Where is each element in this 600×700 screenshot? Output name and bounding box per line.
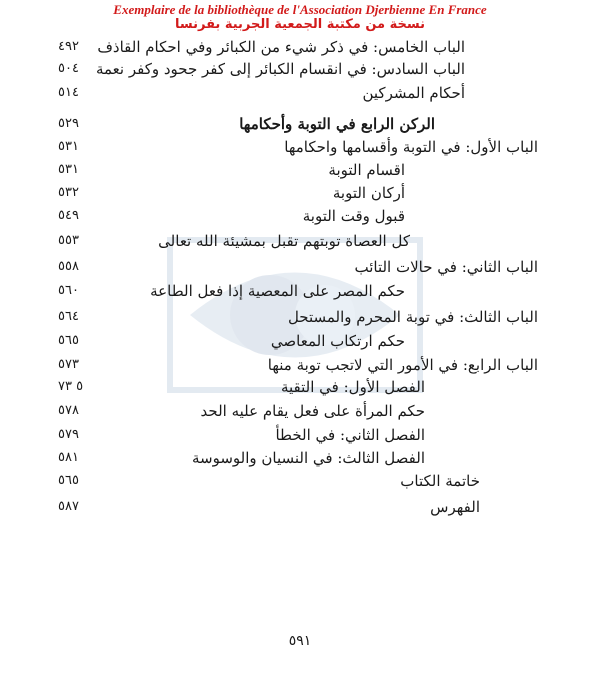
toc-entry-page: ٥٣١ bbox=[58, 139, 79, 154]
toc-entry-title: أركان التوبة bbox=[332, 184, 405, 202]
toc-entry-title: حكم ارتكاب المعاصي bbox=[270, 332, 405, 350]
toc-entry bbox=[0, 330, 600, 352]
toc-entry bbox=[0, 58, 600, 80]
toc-entry-page: ٥٨٧ bbox=[58, 499, 79, 514]
toc-entry-title: الباب الثاني: في حالات التائب bbox=[354, 258, 538, 276]
toc-entry-page: ٥٣١ bbox=[58, 162, 79, 177]
toc-entry-title: الباب الثالث: في توبة المحرم والمستحل bbox=[287, 308, 538, 326]
toc-entry bbox=[0, 424, 600, 446]
toc-entry-page: ٥ ٧٣ bbox=[58, 379, 84, 394]
toc-entry bbox=[0, 230, 600, 252]
toc-entry bbox=[0, 36, 600, 58]
toc-entry-page: ٤٩٢ bbox=[58, 39, 79, 54]
toc-entry-page: ٥٥٨ bbox=[58, 259, 79, 274]
toc-entry-title: اقسام التوبة bbox=[328, 161, 405, 179]
toc-entry-page: ٥٨١ bbox=[58, 450, 79, 465]
toc-entry-page: ٥٦٥ bbox=[58, 473, 79, 488]
toc-entry bbox=[0, 354, 600, 376]
toc-entry-page: ٥١٤ bbox=[58, 85, 79, 100]
toc-entry bbox=[0, 159, 600, 181]
toc-entry-title: الباب السادس: في انقسام الكبائر إلى كفر جحود وكفر نعمة bbox=[95, 60, 465, 78]
toc-entry bbox=[0, 496, 600, 518]
toc-section-heading: الركن الرابع في التوبة وأحكامها bbox=[239, 115, 435, 133]
toc-entry-page: ٥٦٥ bbox=[58, 333, 79, 348]
toc-entry bbox=[0, 376, 600, 398]
library-stamp-arabic: نسخة من مكتبة الجمعية الجربية بفرنسا bbox=[175, 17, 425, 32]
toc-entry bbox=[0, 113, 600, 135]
toc-entry-title: الباب الأول: في التوبة وأقسامها واحكامها bbox=[284, 138, 538, 156]
toc-entry-page: ٥٥٣ bbox=[58, 233, 79, 248]
toc-entry bbox=[0, 447, 600, 469]
toc-entry-page: ٥٧٩ bbox=[58, 427, 79, 442]
toc-entry-page: ٥٤٩ bbox=[58, 208, 79, 223]
toc-entry bbox=[0, 280, 600, 302]
toc-entry-title: الباب الرابع: في الأمور التي لاتجب توبة منها bbox=[267, 356, 538, 374]
toc-entry-title: حكم المرأة على فعل يقام عليه الحد bbox=[200, 402, 425, 420]
library-stamp-french: Exemplaire de la bibliothèque de l'Association Djerbienne En France bbox=[113, 2, 487, 17]
toc-entry-title: كل العصاة توبتهم تقبل بمشيئة الله تعالى bbox=[158, 232, 410, 250]
toc-entry bbox=[0, 182, 600, 204]
toc-entry-page: ٥٦٤ bbox=[58, 309, 79, 324]
toc-entry-title: الباب الخامس: في ذكر شيء من الكبائر وفي احكام القاذف bbox=[97, 38, 465, 56]
toc-entry bbox=[0, 205, 600, 227]
toc-entry-page: ٥٣٢ bbox=[58, 185, 79, 200]
toc-entry-title: قبول وقت التوبة bbox=[302, 207, 405, 225]
toc-entry-page: ٥٧٣ bbox=[58, 357, 79, 372]
toc-entry bbox=[0, 82, 600, 104]
toc-entry-title: الفصل الأول: في التقية bbox=[280, 378, 425, 396]
toc-entry-page: ٥٧٨ bbox=[58, 403, 79, 418]
toc-entry-page: ٥٠٤ bbox=[58, 61, 79, 76]
toc-entry-title: الفصل الثاني: في الخطأ bbox=[275, 426, 425, 444]
toc-entry bbox=[0, 256, 600, 278]
toc-entry-title: حكم المصر على المعصية إذا فعل الطاعة bbox=[150, 282, 405, 300]
toc-entry-title: خاتمة الكتاب bbox=[400, 472, 480, 490]
toc-entry-page: ٥٢٩ bbox=[58, 116, 79, 131]
toc-entry-title: أحكام المشركين bbox=[362, 84, 465, 102]
toc-entry bbox=[0, 136, 600, 158]
toc-entry bbox=[0, 306, 600, 328]
page-number: ٥٩١ bbox=[288, 633, 312, 649]
toc-entry-page: ٥٦٠ bbox=[58, 283, 79, 298]
toc-entry bbox=[0, 400, 600, 422]
toc-entry-title: الفصل الثالث: في النسيان والوسوسة bbox=[191, 449, 425, 467]
toc-entry bbox=[0, 470, 600, 492]
toc-entry-title: الفهرس bbox=[430, 498, 480, 516]
